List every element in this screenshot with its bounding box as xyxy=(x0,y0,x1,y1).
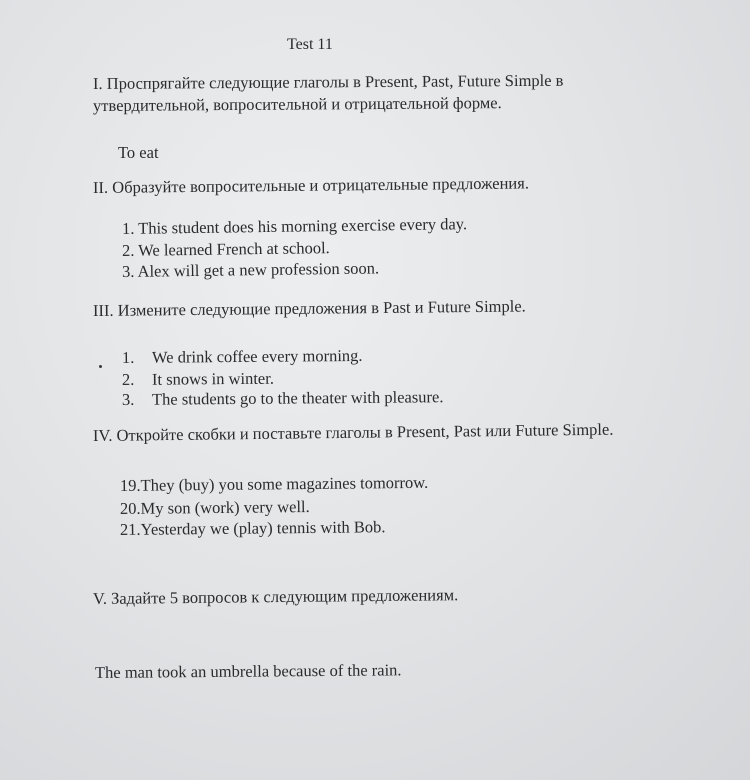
section-1-verb: To eat xyxy=(118,143,159,162)
section-2-item-3: 3. Alex will get a new profession soon. xyxy=(121,258,380,281)
section-4-item-21: 21.Yesterday we (play) tennis with Bob. xyxy=(119,517,386,539)
section-4-item-20: 20.My son (work) very well. xyxy=(119,497,310,518)
stray-dot xyxy=(99,365,102,368)
section-3-item-1-text: We drink coffee every morning. xyxy=(151,345,363,367)
section-2-heading: II. Образуйте вопросительные и отрицательные предложения. xyxy=(92,173,529,197)
section-3-item-2-text: It snows in winter. xyxy=(151,368,274,389)
page-title: Test 11 xyxy=(287,36,333,53)
section-1-heading-line-1: I. Проспрягайте следующие глаголы в Present, Past, Future Simple в xyxy=(92,70,564,93)
section-5-sentence: The man took an umbrella because of the rain. xyxy=(94,660,402,682)
section-2-item-1: 1. This student does his morning exercise every day. xyxy=(121,214,468,238)
section-3-item-3-text: The students go to the theater with pleasure. xyxy=(151,387,444,409)
section-3-item-3 xyxy=(122,387,444,410)
section-3-item-2 xyxy=(122,369,274,390)
section-3-item-1-number: 1. xyxy=(121,347,135,367)
section-3-item-3-number: 3. xyxy=(121,389,135,409)
section-4-heading: IV. Откройте скобки и поставьте глаголы в Present, Past или Future Simple. xyxy=(92,419,614,445)
section-5-heading: V. Задайте 5 вопросов к следующим предложениям. xyxy=(92,585,459,608)
section-4-item-19: 19.They (buy) you some magazines tomorrow. xyxy=(119,472,429,495)
section-3-heading: III. Измените следующие предложения в Past и Future Simple. xyxy=(92,296,526,320)
section-3-item-1 xyxy=(122,346,363,368)
section-1-heading-line-2: утвердительной, вопросительной и отрицательной форме. xyxy=(92,93,502,115)
section-2-item-2: 2. We learned French at school. xyxy=(121,238,330,260)
section-3-item-2-number: 2. xyxy=(121,369,135,389)
